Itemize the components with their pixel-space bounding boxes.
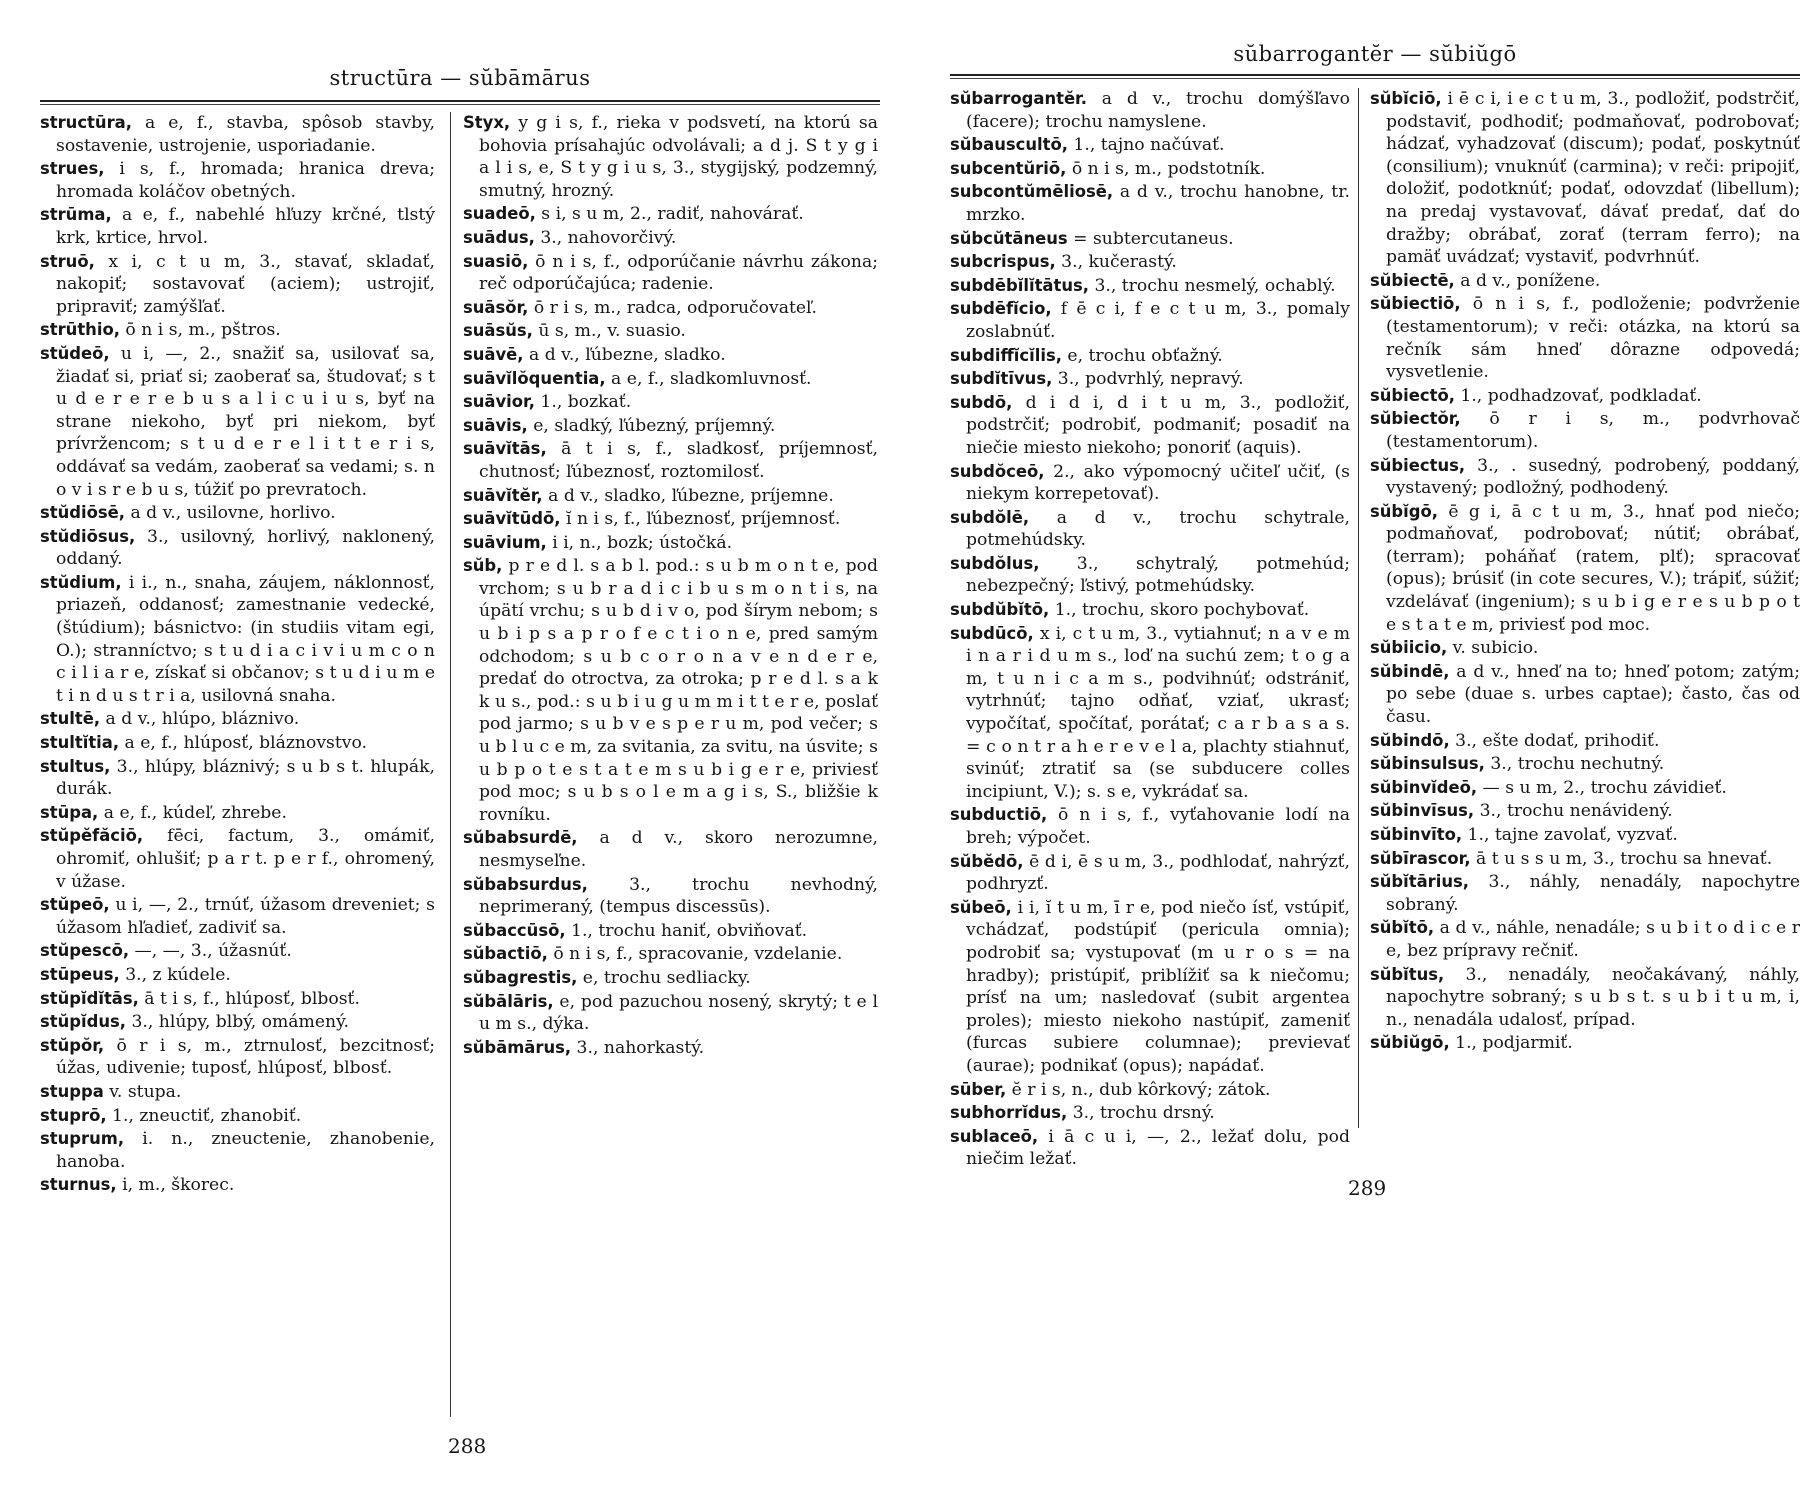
dictionary-entry	[950, 228, 1350, 251]
header-rule-thin	[950, 78, 1800, 79]
entry-headword: Styx,	[463, 113, 511, 132]
entry-headword: sŭbauscultō,	[950, 135, 1068, 155]
dictionary-entry	[40, 1105, 435, 1128]
entry-definition: a d v., trochu schytrale, potmehúdsky.	[966, 507, 1350, 551]
dictionary-entry	[950, 345, 1350, 368]
dictionary-entry	[463, 297, 878, 320]
entry-headword: subcentŭriō,	[950, 158, 1067, 178]
dictionary-entry	[1370, 1032, 1800, 1055]
dictionary-entry	[463, 943, 878, 966]
entry-definition: a d v., ponížene.	[1454, 270, 1601, 291]
entry-headword: subcrispus,	[950, 252, 1056, 272]
entry-headword: subdēbĭlĭtātus,	[950, 275, 1089, 295]
entry-definition: p r e d l. s a b l. pod.: s u b m o n t e, pod vrchom; s u b r a d i c i b u s m o n t i s, na úpätí vrchu; s u b d i v o, pod šírym nebom; s u b i p s a p r o f e c t i o n e, pred samým odchodom; s u b c o r o n a v e n d e r e, predať do otroctva, za otroka; p r e d l. s a k k u s., pod.: s u b i u g u m m i t t e r e, poslať pod jarmo; s u b v e s p e r u m, pod večer; s u b l u c e m, za svitania, za svitu, na úsvite; s u b p o t e s t a t e m s u b i g e r e, priviesť pod moc; s u b s o l e m a g i s, S., bližšie k rovníku.	[479, 556, 878, 825]
dictionary-entry	[1370, 800, 1800, 823]
entry-headword: stuprō,	[40, 1105, 107, 1125]
dictionary-entry	[40, 708, 435, 731]
entry-headword: sŭbabsurdus,	[463, 874, 588, 894]
entry-definition: 3., trochu nechutný.	[1484, 754, 1665, 775]
entry-headword: struō,	[40, 251, 95, 271]
entry-headword: sŭbiectō,	[1370, 385, 1455, 405]
header-rule	[40, 100, 880, 102]
dictionary-entry	[950, 88, 1350, 133]
dictionary-entry	[950, 134, 1350, 157]
dictionary-entry	[1370, 848, 1800, 871]
entry-definition: 1., zneuctiť, zhanobiť.	[106, 1105, 302, 1126]
entry-definition: a e, f., sladkomluvnosť.	[605, 368, 812, 389]
left-page	[40, 0, 880, 1500]
entry-headword: sŭbabsurdē,	[463, 828, 578, 848]
entry-definition: x i, c t u m, 3., stavať, skladať, nakopiť; sostavovať (aciem); ustrojiť, pripraviť; zamýšľať.	[56, 251, 435, 317]
dictionary-entry	[950, 158, 1350, 181]
dictionary-entry	[950, 851, 1350, 896]
dictionary-entry	[40, 732, 435, 755]
entry-definition: a d v., trochu domýšľavo (facere); trochu namyslene.	[966, 89, 1350, 132]
dictionary-entry	[40, 158, 435, 203]
entry-headword: suādus,	[463, 227, 535, 247]
entry-definition: fēci, factum, 3., omámiť, ohromiť, ohlušiť; p a r t. p e r f., ohromený, v úžase.	[56, 826, 435, 892]
entry-headword: stŭdeō,	[40, 343, 110, 363]
entry-headword: subdŏceō,	[950, 461, 1045, 481]
entry-definition: a d v., usilovne, horlivo.	[124, 503, 336, 524]
dictionary-entry	[463, 485, 878, 508]
entry-headword: suāvĭtās,	[463, 439, 547, 459]
entry-definition: 2., ako výpomocný učiteľ učiť, (s niekym korrepetovať).	[966, 461, 1350, 505]
dictionary-entry	[463, 391, 878, 414]
entry-definition: ō n i s, m., podstotník.	[1066, 158, 1266, 179]
dictionary-entry	[463, 874, 878, 919]
entry-headword: sŭbiicio,	[1370, 638, 1448, 658]
entry-definition: ĭ n i s, f., ľúbeznosť, príjemnosť.	[560, 509, 841, 530]
entry-headword: stūpa,	[40, 802, 99, 822]
dictionary-entry	[1370, 637, 1800, 660]
dictionary-entry	[463, 415, 878, 438]
dictionary-entry	[1370, 753, 1800, 776]
dictionary-entry	[463, 438, 878, 483]
entry-definition: ē g i, ā c t u m, 3., hnať pod niečo; podmaňovať, podrobovať; nútiť; obrábať, (terram); poháňať (ratem, plť); spracovať (opus); brúsiť (in cote secures, V.); trápiť, súžiť; vzdelávať (ingenium); s u b i g e r e s u b p o t e s t a t e m, priviesť pod moc.	[1386, 501, 1800, 635]
entry-headword: suāsŏr,	[463, 297, 529, 317]
entry-headword: suāvĭtūdō,	[463, 509, 561, 529]
dictionary-entry	[1370, 730, 1800, 753]
dictionary-entry	[1370, 88, 1800, 269]
column-a	[950, 88, 1350, 1172]
entry-definition: 3., hlúpy, blbý, omámený.	[126, 1012, 349, 1033]
dictionary-entry	[40, 112, 435, 157]
dictionary-entry	[950, 392, 1350, 460]
dictionary-entry	[1370, 270, 1800, 293]
entry-definition: a d v., sladko, ľúbezne, príjemne.	[542, 485, 834, 506]
entry-definition: 1., trochu, skoro pochybovať.	[1049, 600, 1310, 621]
entry-definition: ā t u s s u m, 3., trochu sa hnevať.	[1470, 848, 1773, 869]
entry-headword: structūra,	[40, 113, 132, 132]
entry-headword: sŭbiectus,	[1370, 455, 1466, 475]
entry-definition: ō r i s, m., ztrnulosť, bezcitnosť; úžas, udivenie; tuposť, hlúposť, blbosť.	[56, 1035, 435, 1079]
entry-definition: 3., trochu nenávidený.	[1474, 801, 1673, 822]
dictionary-entry	[950, 181, 1350, 226]
dictionary-entry	[950, 298, 1350, 343]
entry-definition: v. subicio.	[1447, 638, 1539, 659]
entry-definition: 3., z kúdele.	[119, 964, 231, 985]
entry-definition: a e, f., nabehlé hľuzy krčné, tlstý krk, krtice, hrvol.	[56, 205, 435, 248]
entry-definition: i s, f., hromada; hranica dreva; hromada koláčov obetných.	[56, 159, 435, 202]
entry-headword: sŭb,	[463, 556, 503, 576]
entry-headword: sŭbāmārus,	[463, 1037, 572, 1057]
entry-headword: suāvis,	[463, 415, 528, 435]
entry-headword: suāvior,	[463, 392, 535, 412]
dictionary-entry	[950, 804, 1350, 849]
dictionary-entry	[463, 112, 878, 202]
entry-definition: e, trochu sedliacky.	[577, 967, 751, 988]
entry-definition: v. stupa.	[103, 1081, 182, 1102]
dictionary-entry	[40, 802, 435, 825]
dictionary-entry	[950, 275, 1350, 298]
entry-definition: 3., trochu nevhodný, neprimeraný, (tempus discessūs).	[479, 874, 878, 918]
dictionary-entry	[463, 203, 878, 226]
dictionary-entry	[950, 1079, 1350, 1102]
entry-definition: x i, c t u m, 3., vytiahnuť; n a v e m i n a r i d u m s., loď na suchú zem; t o g a m, t u n i c a m s., podvihnúť; odstrániť, vytrhnúť; tajno odňať, vziať, ukrasť; vypočítať, spočítať, porátať; c a r b a s a s. = c o n t r a h e r e v e l a, plachty stiahnuť, svinúť; ztratiť sa (se subducere colles incipiunt, V.); s. s e, vykrádať sa.	[966, 623, 1350, 802]
entry-headword: sturnus,	[40, 1175, 117, 1195]
entry-definition: ō r i s, m., radca, odporučovateľ.	[528, 297, 817, 318]
entry-definition: y g i s, f., rieka v podsvetí, na ktorú sa bohovia prísahajúc odvolávali; a d j. S t y g i a l i s, e, S t y g i u s, 3., stygijský, podzemný, smutný, hrozný.	[479, 113, 878, 201]
dictionary-entry	[950, 368, 1350, 391]
entry-definition: u i, —, 2., trnúť, úžasom dreveniet; s úžasom hľadieť, zadiviť sa.	[56, 895, 435, 938]
dictionary-entry	[1370, 917, 1800, 962]
entry-headword: suadeō,	[463, 204, 536, 224]
entry-headword: sūber,	[950, 1079, 1007, 1099]
entry-definition: 3., nahorkastý.	[571, 1037, 705, 1058]
entry-headword: sŭbĕdō,	[950, 851, 1024, 871]
dictionary-entry	[40, 1174, 435, 1197]
entry-definition: a d v., ľúbezne, sladko.	[523, 344, 726, 365]
entry-definition: a d v., hneď na to; hneď potom; zatým; po sebe (duae s. urbes captae); často, čas od času.	[1386, 661, 1800, 728]
entry-definition: ē d i, ē s u m, 3., podhlodať, nahrýzť, podhryzť.	[966, 851, 1350, 895]
entry-headword: sŭbĭgō,	[1370, 501, 1438, 521]
entry-headword: sŭbīrascor,	[1370, 848, 1471, 868]
dictionary-entry	[1370, 964, 1800, 1032]
entry-headword: stŭdiōsus,	[40, 526, 136, 546]
dictionary-entry	[463, 555, 878, 826]
entry-headword: stŭpescō,	[40, 941, 130, 961]
entry-headword: stŭdium,	[40, 572, 122, 592]
entry-definition: 3., trochu drsný.	[1067, 1103, 1215, 1124]
dictionary-entry	[463, 320, 878, 343]
dictionary-entry	[1370, 408, 1800, 453]
dictionary-entry	[40, 251, 435, 319]
entry-definition: — s u m, 2., trochu závidieť.	[1477, 777, 1727, 798]
entry-headword: sŭbĭtārius,	[1370, 872, 1470, 892]
entry-headword: sŭbinsulsus,	[1370, 754, 1485, 774]
dictionary-entry	[40, 1081, 435, 1104]
entry-headword: subhorrĭdus,	[950, 1103, 1068, 1123]
entry-headword: subdŭbĭtō,	[950, 600, 1050, 620]
entry-headword: stuppa	[40, 1081, 104, 1101]
entry-definition: 1., podhadzovať, podkladať.	[1454, 385, 1702, 406]
entry-definition: 1., trochu haniť, obviňovať.	[565, 920, 808, 941]
entry-definition: e, trochu obťažný.	[1061, 345, 1223, 366]
dictionary-entry	[40, 988, 435, 1011]
column-b	[463, 112, 878, 1060]
page-number: 289	[1348, 1176, 1387, 1200]
entry-headword: subcontŭmēliosē,	[950, 182, 1114, 202]
entry-definition: i. n., zneuctenie, zhanobenie, hanoba.	[56, 1129, 435, 1172]
dictionary-entry	[40, 756, 435, 801]
entry-definition: ū s, m., v. suasio.	[532, 321, 686, 342]
dictionary-entry	[950, 1126, 1350, 1171]
entry-headword: sŭbiectē,	[1370, 270, 1455, 290]
entry-headword: strūma,	[40, 205, 112, 225]
dictionary-entry	[40, 204, 435, 249]
entry-definition: 1., tajno načúvať.	[1067, 135, 1225, 156]
entry-headword: subdĭtīvus,	[950, 369, 1053, 389]
entry-definition: ā t i s, f., sladkosť, príjemnosť, chutnosť; ľúbeznosť, roztomilosť.	[479, 439, 878, 482]
entry-definition: u i, —, 2., snažiť sa, usilovať sa, žiadať si, priať si; zaoberať sa, študovať; s t u d e r e r e b u s a l i c u i u s, byť na strane niekoho, byť pri niekom, byť prívržencom; s t u d e r e l i t t e r i s, oddávať sa vedám, zaoberať sa vedami; s. n o v i s r e b u s, túžiť po prevratoch.	[56, 343, 435, 500]
dictionary-entry	[40, 964, 435, 987]
right-page	[950, 0, 1800, 1500]
dictionary-entry	[1370, 501, 1800, 637]
entry-definition: a e, f., kúdeľ, zhrebe.	[98, 802, 287, 823]
dictionary-entry	[40, 502, 435, 525]
entry-definition: s i, s u m, 2., radiť, nahovárať.	[535, 204, 804, 225]
entry-headword: sŭbĭtus,	[1370, 964, 1445, 984]
entry-definition: 1., podjarmiť.	[1449, 1033, 1573, 1054]
dictionary-entry	[40, 825, 435, 893]
dictionary-entry	[1370, 455, 1800, 500]
column-b	[1370, 88, 1800, 1056]
dictionary-entry	[463, 532, 878, 555]
entry-definition: 3., trochu nesmelý, ochablý.	[1088, 275, 1336, 296]
entry-definition: a d v., hlúpo, bláznivo.	[100, 709, 300, 730]
entry-definition: a d v., náhle, nenadále; s u b i t o d i c e r e, bez prípravy rečniť.	[1386, 918, 1800, 961]
entry-definition: 3., hlúpy, bláznivý; s u b s t. hlupák, durák.	[56, 756, 435, 800]
entry-headword: sŭbcŭtāneus	[950, 228, 1068, 248]
entry-definition: a d v., trochu hanobne, tr. mrzko.	[966, 182, 1350, 225]
entry-headword: stŭpeō,	[40, 895, 110, 915]
entry-definition: i i, n., bozk; ústočká.	[546, 532, 733, 553]
entry-definition: ō n i s, f., spracovanie, vzdelanie.	[547, 944, 843, 965]
dictionary-entry	[1370, 385, 1800, 408]
entry-headword: suāvium,	[463, 532, 547, 552]
running-head: structūra — sŭbāmārus	[329, 66, 591, 90]
entry-headword: sŭbarrogantĕr.	[950, 89, 1088, 108]
entry-headword: sŭbagrestis,	[463, 967, 578, 987]
entry-definition: d i d i, d i t u m, 3., podložiť, podstrčiť; podrobiť, podmaniť; posadiť na niečie miesto niekoho; ponoriť (aquis).	[966, 392, 1350, 458]
column-a	[40, 112, 435, 1198]
entry-definition: i, m., škorec.	[116, 1175, 235, 1196]
dictionary-entry	[463, 920, 878, 943]
dictionary-entry	[463, 967, 878, 990]
dictionary-entry	[40, 894, 435, 939]
dictionary-entry	[950, 1102, 1350, 1125]
entry-headword: sŭbindē,	[1370, 661, 1450, 681]
entry-definition: = subtercutaneus.	[1067, 228, 1234, 249]
entry-headword: sŭbĭtō,	[1370, 918, 1435, 938]
dictionary-entry	[1370, 661, 1800, 729]
entry-definition: ō n i s, f., vyťahovanie lodí na breh; výpočet.	[966, 805, 1350, 848]
entry-headword: sŭbaccūsō,	[463, 920, 566, 940]
entry-headword: sŭbactiō,	[463, 944, 548, 964]
dictionary-entry	[40, 940, 435, 963]
entry-headword: sŭbĭciō,	[1370, 89, 1442, 108]
entry-headword: strūthio,	[40, 320, 120, 340]
entry-headword: subdūcō,	[950, 623, 1034, 643]
running-head: sŭbarrogantĕr — sŭbiŭgō	[1233, 42, 1517, 66]
entry-definition: 3., kučerastý.	[1055, 252, 1177, 273]
dictionary-entry	[950, 251, 1350, 274]
entry-headword: subductiō,	[950, 805, 1048, 825]
dictionary-entry	[40, 1128, 435, 1173]
entry-definition: 1., tajne zavolať, vyzvať.	[1462, 825, 1678, 845]
entry-definition: ō n i s, f., odporúčanie návrhu zákona; reč odporúčajúca; radenie.	[479, 251, 878, 295]
entry-definition: —, —, 3., úžasnúť.	[129, 941, 292, 962]
entry-definition: 3., ešte dodať, prihodiť.	[1449, 730, 1660, 751]
dictionary-entry	[463, 368, 878, 391]
entry-definition: 1., bozkať.	[534, 392, 632, 413]
entry-definition: ĕ r i s, n., dub kôrkový; zátok.	[1006, 1079, 1271, 1100]
dictionary-entry	[950, 897, 1350, 1078]
entry-headword: sŭbeō,	[950, 897, 1012, 917]
dictionary-entry	[1370, 824, 1800, 847]
dictionary-entry	[40, 572, 435, 708]
entry-headword: sŭbinvīto,	[1370, 825, 1463, 844]
entry-headword: stŭpŏr,	[40, 1035, 105, 1055]
dictionary-entry	[463, 227, 878, 250]
dictionary-entry	[1370, 871, 1800, 916]
entry-definition: 3., schytralý, potmehúd; nebezpečný; ľstivý, potmehúdsky.	[966, 553, 1350, 597]
entry-headword: sŭbālāris,	[463, 991, 554, 1011]
entry-definition: 3., nenadály, neočakávaný, náhly, napochytre sobraný; s u b s t. s u b i t u m, i, n., nenadála udalosť, prípad.	[1386, 964, 1800, 1030]
entry-headword: stŭpĕfăciō,	[40, 826, 144, 846]
entry-headword: stultus,	[40, 756, 111, 776]
dictionary-entry	[463, 251, 878, 296]
entry-headword: sŭbindō,	[1370, 730, 1450, 750]
entry-definition: f ē c i, f e c t u m, 3., pomaly zoslabnúť.	[966, 299, 1350, 342]
entry-definition: i i., n., snaha, záujem, náklonnosť, priazeň, oddanosť; zamestnanie vedecké, (štúdium); básnictvo: (in studiis vitam egi, O.); stranníctvo; s t u d i a c i v i u m c o n c i l i a r e, získať si občanov; s t u d i u m e t i n d u s t r i a, usilovná snaha.	[56, 572, 435, 706]
entry-definition: e, sladký, ľúbezný, príjemný.	[527, 415, 776, 436]
entry-headword: stŭpĭdus,	[40, 1012, 126, 1032]
dictionary-entry	[463, 827, 878, 872]
dictionary-entry	[40, 1035, 435, 1080]
dictionary-entry	[950, 623, 1350, 804]
entry-headword: stŭdiōsē,	[40, 503, 125, 523]
entry-headword: stŭpĭdĭtās,	[40, 988, 139, 1008]
entry-headword: stultē,	[40, 709, 101, 729]
dictionary-entry	[950, 553, 1350, 598]
entry-definition: 3., . susedný, podrobený, poddaný, vystavený; podložný, podhodený.	[1386, 455, 1800, 499]
entry-headword: subdō,	[950, 392, 1013, 412]
entry-definition: e, pod pazuchou nosený, skrytý; t e l u m s., dýka.	[479, 991, 878, 1035]
entry-definition: ō n i s, m., pštros.	[119, 320, 281, 341]
entry-headword: stuprum,	[40, 1129, 125, 1149]
dictionary-entry	[1370, 777, 1800, 800]
dictionary-entry	[40, 343, 435, 501]
entry-headword: subdēfĭcio,	[950, 299, 1052, 319]
page-number: 288	[448, 1434, 487, 1458]
dictionary-entry	[950, 461, 1350, 506]
dictionary-entry	[40, 1011, 435, 1034]
dictionary-entry	[40, 526, 435, 571]
header-rule-thin	[40, 104, 880, 105]
dictionary-entry	[1370, 293, 1800, 383]
entry-headword: suāsŭs,	[463, 321, 533, 341]
dictionary-entry	[463, 344, 878, 367]
column-divider	[450, 112, 451, 1417]
entry-definition: ā t i s, f., hlúposť, blbosť.	[138, 988, 360, 1009]
entry-definition: ō r i s, m., podvrhovač (testamentorum).	[1386, 409, 1800, 452]
entry-headword: sŭbiectŏr,	[1370, 409, 1461, 429]
entry-headword: sŭbinvĭdeō,	[1370, 777, 1478, 797]
dictionary-entry	[950, 599, 1350, 622]
entry-headword: suāvĭtĕr,	[463, 485, 543, 505]
entry-headword: strues,	[40, 159, 105, 179]
entry-headword: sŭbinvīsus,	[1370, 801, 1475, 821]
entry-headword: subdŏlus,	[950, 553, 1040, 573]
entry-headword: stultĭtia,	[40, 733, 120, 753]
dictionary-entry	[40, 319, 435, 342]
entry-definition: a e, f., hlúposť, bláznovstvo.	[119, 733, 368, 754]
entry-headword: sŭbiŭgō,	[1370, 1033, 1450, 1053]
entry-headword: suāvĭlŏquentia,	[463, 368, 606, 388]
dictionary-entry	[463, 1037, 878, 1060]
entry-headword: subdŏlē,	[950, 507, 1030, 527]
dictionary-entry	[950, 507, 1350, 552]
entry-definition: i ā c u i, —, 2., ležať dolu, pod niečim ležať.	[966, 1126, 1350, 1170]
column-divider	[1358, 88, 1359, 1128]
entry-definition: i i, ĭ t u m, ī r e, pod niečo ísť, vstúpiť, vchádzať, podstúpiť (pericula omnia); podrobiť sa; vystupovať (m u r o s = na hradby); pristúpiť, priblížiť sa k niečomu; prísť na um; nasledovať (subit argentea proles); miesto niekoho nastúpiť, zameniť (furcas subiere columnae); previevať (aurae); podnikať (opus); napádať.	[966, 897, 1350, 1076]
header-rule	[950, 74, 1800, 76]
entry-headword: sublaceō,	[950, 1126, 1039, 1146]
dictionary-entry	[463, 991, 878, 1036]
entry-definition: 3., nahovorčivý.	[534, 227, 677, 248]
entry-headword: suasiō,	[463, 251, 529, 271]
entry-headword: stūpeus,	[40, 964, 120, 984]
entry-definition: 3., náhly, nenadály, napochytre sobraný.	[1386, 872, 1800, 915]
entry-definition: ō n i s, f., podloženie; podvrženie (testamentorum); v reči: otázka, na ktorú sa rečník sám hneď dôrazne odpovedá; vysvetlenie.	[1386, 294, 1800, 383]
entry-definition: a e, f., stavba, spôsob stavby, sostavenie, ustrojenie, usporiadanie.	[56, 113, 435, 156]
entry-headword: suāvē,	[463, 344, 524, 364]
entry-definition: i ē c i, i e c t u m, 3., podložiť, podstrčiť, podstaviť, podhodiť; podmaňovať, podrobovať; hádzať, vyhadzovať (discum); podať, poskytnúť (consilium); vnuknúť (carmina); v reči: pripojiť, doložiť, podotknúť; podať, odovzdať (libellum); na predaj vystavovať, dávať predať, dať do dražby; obrábať, zorať (terram ferro); na pamäť uvádzať; vystaviť, podvrhnúť.	[1386, 89, 1800, 268]
entry-definition: a d v., skoro nerozumne, nesmyseľne.	[479, 828, 878, 871]
dictionary-entry	[463, 508, 878, 531]
entry-headword: subdiffĭcĭlis,	[950, 345, 1062, 365]
entry-headword: sŭbiectiō,	[1370, 294, 1461, 314]
entry-definition: 3., podvrhlý, nepravý.	[1052, 369, 1244, 390]
entry-definition: 3., usilovný, horlivý, naklonený, oddaný.	[56, 526, 435, 570]
